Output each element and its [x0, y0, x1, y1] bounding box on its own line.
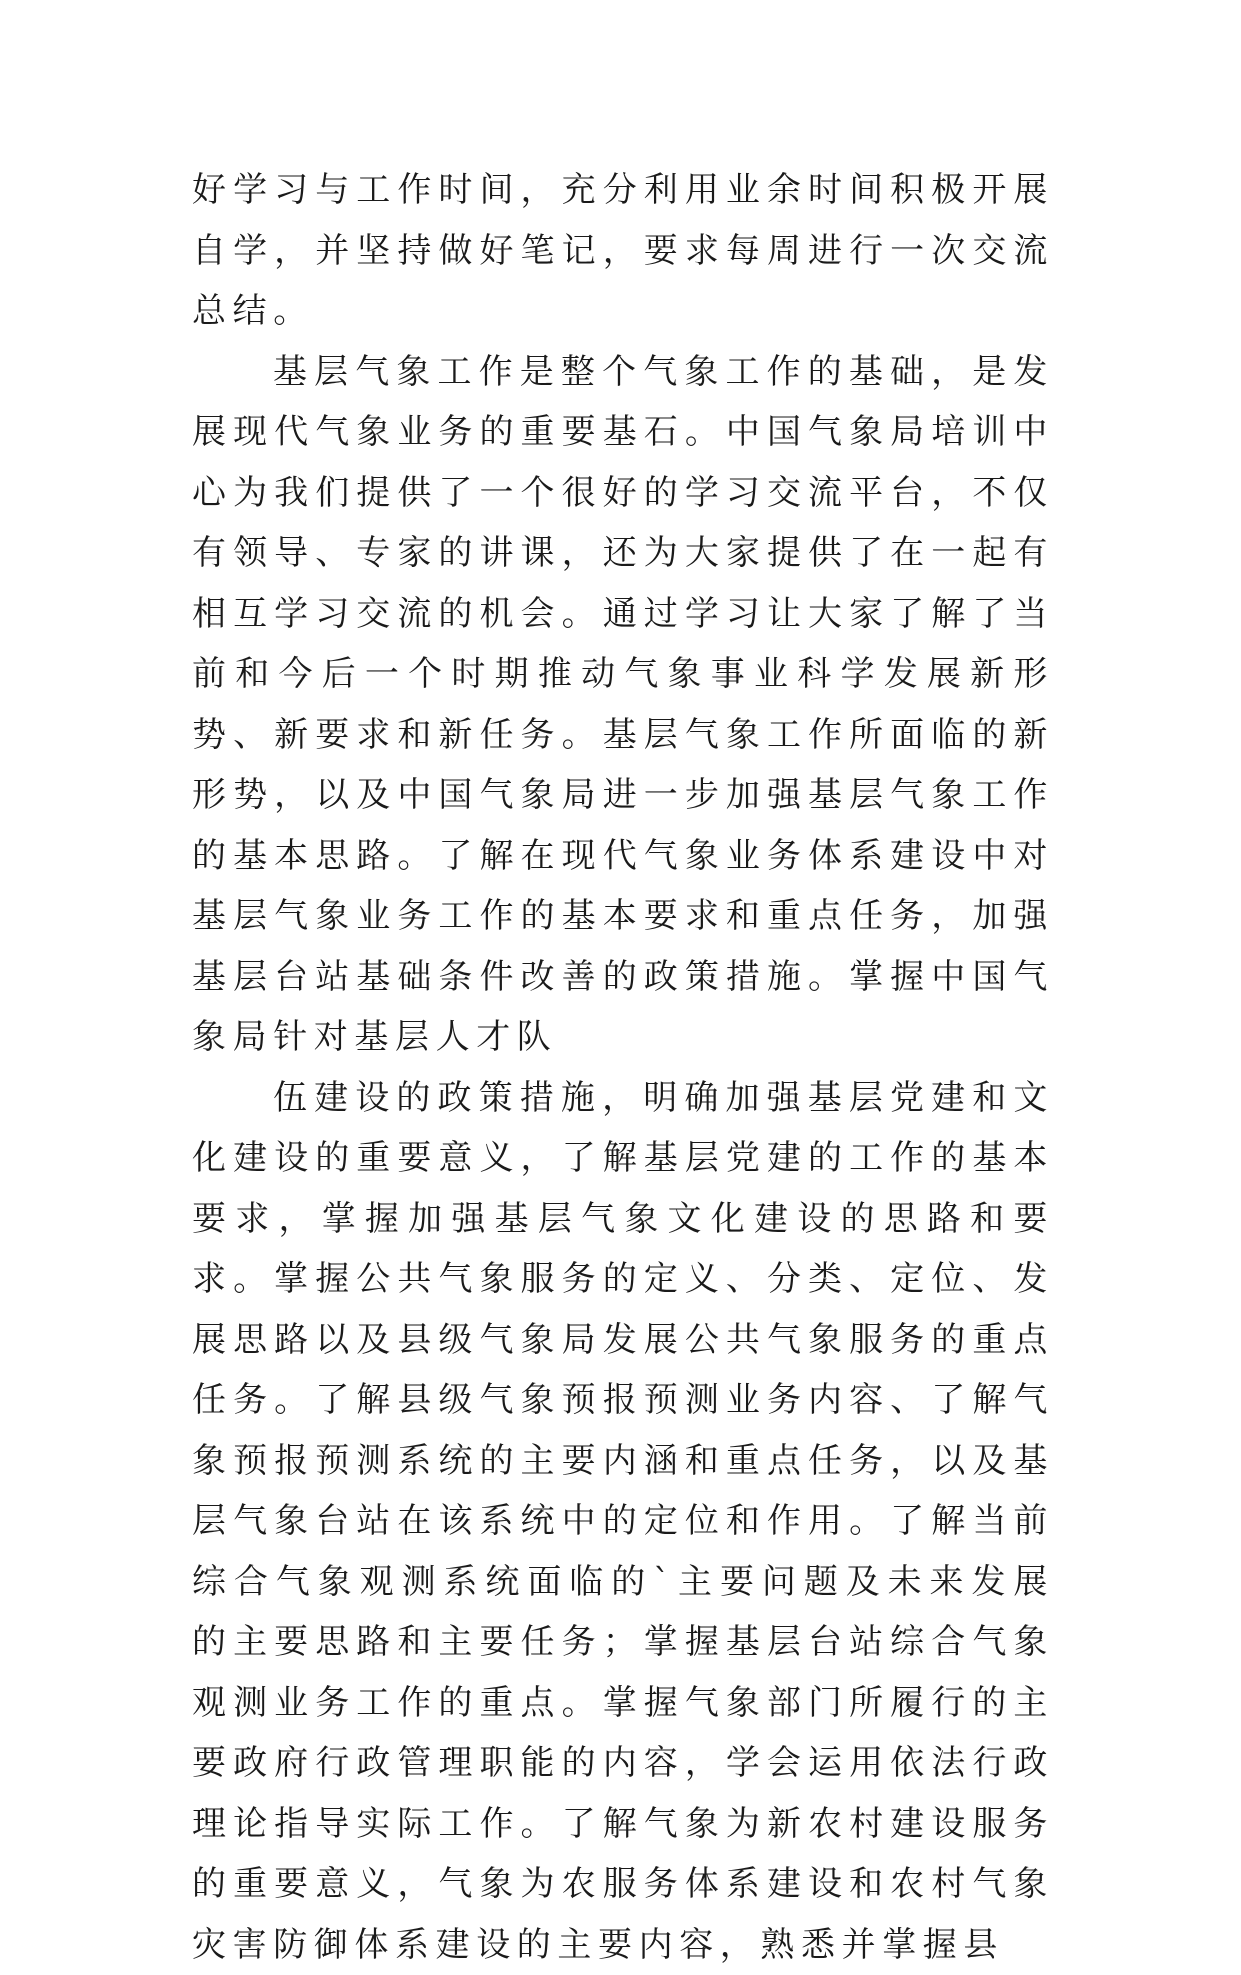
paragraph-1: 好学习与工作时间，充分利用业余时间积极开展自学，并坚持做好笔记，要求每周进行一次交流总结。 [192, 160, 1054, 342]
body-text [192, 160, 1054, 1975]
paragraph-3: 伍建设的政策措施，明确加强基层党建和文化建设的重要意义，了解基层党建的工作的基本要求，掌握加强基层气象文化建设的思路和要求。掌握公共气象服务的定义、分类、定位、发展思路以及县级气象局发展公共气象服务的重点任务。了解县级气象预报预测业务内容、了解气象预报预测系统的主要内涵和重点任务，以及基层气象台站在该系统中的定位和作用。了解当前综合气象观测系统面临的`主要问题及未来发展的主要思路和主要任务；掌握基层台站综合气象观测业务工作的重点。掌握气象部门所履行的主要政府行政管理职能的内容，学会运用依法行政理论指导实际工作。了解气象为新农村建设服务的重要意义，气象为农服务体系建设和农村气象灾害防御体系建设的主要内容，熟悉并掌握县 [192, 1068, 1054, 1975]
paragraph-2: 基层气象工作是整个气象工作的基础，是发展现代气象业务的重要基石。中国气象局培训中心为我们提供了一个很好的学习交流平台，不仅有领导、专家的讲课，还为大家提供了在一起有相互学习交流的机会。通过学习让大家了解了当前和今后一个时期推动气象事业科学发展新形势、新要求和新任务。基层气象工作所面临的新形势，以及中国气象局进一步加强基层气象工作的基本思路。了解在现代气象业务体系建设中对基层气象业务工作的基本要求和重点任务，加强基层台站基础条件改善的政策措施。掌握中国气象局针对基层人才队 [192, 342, 1054, 1068]
